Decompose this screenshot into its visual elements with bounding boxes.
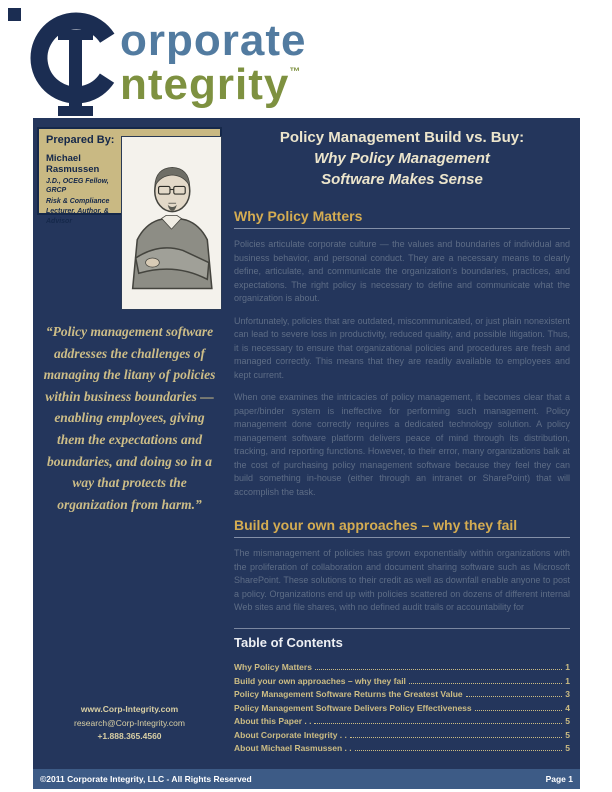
dotted-leader bbox=[475, 710, 563, 711]
toc-page-number: 1 bbox=[565, 662, 570, 672]
copyright-text: ©2011 Corporate Integrity, LLC - All Rights Reserved bbox=[40, 774, 252, 784]
email-link[interactable]: research@Corp-Integrity.com bbox=[74, 717, 185, 728]
title-line-2: Why Policy Management bbox=[314, 150, 490, 167]
toc-item-label: About Corporate Integrity . . bbox=[234, 729, 347, 740]
corner-mark bbox=[8, 8, 21, 21]
dotted-leader bbox=[314, 723, 562, 724]
main-content bbox=[226, 118, 574, 769]
body-paragraph: Policies articulate corporate culture — the values and boundaries of individual and business behavior, and personal conduct. They are a necessary means to clearly define, articulate, and communicate the organization’s boundaries, practices, and expectations. The right policy is necessary to define and communicate what the organization is about. bbox=[234, 239, 570, 303]
author-sketch-icon bbox=[122, 137, 221, 309]
pull-quote: “Policy management software addresses the challenges of managing the litany of policies within business boundaries — enabling employees, giving them the expectations and boundaries, and doing so in a way that protects the organization from harm.” bbox=[43, 324, 216, 512]
toc-item[interactable] bbox=[234, 713, 570, 727]
author-credential-2: Risk & Compliance bbox=[46, 197, 110, 205]
table-of-contents bbox=[234, 628, 570, 754]
toc-page-number: 5 bbox=[565, 716, 570, 726]
footer-bar bbox=[33, 769, 580, 789]
body-paragraph: When one examines the intricacies of policy management, it becomes clear that a paper/binder system is ineffective for performing such management. Policy management done correctly requires a dedicated technology solution. A policy management software platform delivers peace of mind through its distribution, tracking, and reporting functions. However, to their error, many organizations balk at the cost of purchasing policy management software because they feel they can build something in-house (either through an intranet or SharePoint) that will accomplish the task. bbox=[234, 392, 570, 497]
website-link[interactable]: www.Corp-Integrity.com bbox=[80, 704, 179, 715]
toc-item-label: About Michael Rasmussen . . bbox=[234, 743, 352, 753]
toc-item-label: Policy Management Software Returns the Greatest Value bbox=[234, 689, 463, 699]
page-number: Page 1 bbox=[545, 774, 573, 784]
corporate-integrity-logo bbox=[28, 10, 358, 116]
toc-page-number: 1 bbox=[565, 675, 570, 686]
toc-page-number: 5 bbox=[565, 743, 570, 753]
toc-item[interactable] bbox=[234, 659, 570, 673]
dotted-leader bbox=[315, 669, 562, 670]
sidebar bbox=[33, 118, 226, 769]
body-paragraph: Unfortunately, policies that are outdated, miscommunicated, or just plain nonexistent can lead to severe loss in productivity, reduced quality, and possible litigation. Thus, it is necessary to ensure that organizational policies and procedures are fresh and managed correctly. This means that they are readily available to employees and kept current. bbox=[234, 315, 570, 380]
author-name: Michael Rasmussen bbox=[46, 153, 100, 175]
toc-item[interactable] bbox=[234, 672, 570, 686]
document-title bbox=[234, 118, 570, 190]
toc-page-number: 3 bbox=[565, 689, 570, 699]
trademark-symbol: ™ bbox=[289, 66, 301, 78]
toc-item[interactable] bbox=[234, 686, 570, 700]
logo-word-integrity: ntegrity™ bbox=[120, 60, 301, 109]
title-line-3: Software Makes Sense bbox=[321, 171, 483, 188]
section-heading-why-policy-matters: Why Policy Matters bbox=[234, 208, 570, 229]
page-body bbox=[33, 118, 580, 789]
author-portrait bbox=[121, 136, 222, 310]
toc-page-number: 4 bbox=[565, 702, 570, 713]
toc-item-label: About this Paper . . bbox=[234, 716, 312, 726]
toc-heading: Table of Contents bbox=[234, 634, 343, 650]
toc-page-number: 5 bbox=[565, 729, 570, 740]
toc-item[interactable] bbox=[234, 740, 570, 754]
toc-item-label: Policy Management Software Delivers Policy Effectiveness bbox=[234, 702, 472, 713]
author-credential-1: J.D., OCEG Fellow, GRCP bbox=[46, 178, 109, 195]
prepared-by-label: Prepared By: bbox=[46, 134, 115, 146]
phone-number: +1.888.365.4560 bbox=[97, 730, 162, 741]
dotted-leader bbox=[409, 683, 562, 684]
toc-item[interactable] bbox=[234, 726, 570, 740]
toc-item[interactable] bbox=[234, 699, 570, 713]
title-line-1: Policy Management Build vs. Buy: bbox=[279, 129, 525, 146]
contact-block bbox=[33, 703, 226, 743]
section-heading-build-your-own: Build your own approaches – why they fail bbox=[234, 517, 570, 538]
toc-item-label: Build your own approaches – why they fail bbox=[234, 675, 406, 686]
dotted-leader bbox=[350, 737, 562, 738]
dotted-leader bbox=[355, 750, 563, 751]
dotted-leader bbox=[466, 696, 563, 697]
body-paragraph: The mismanagement of policies has grown exponentially within organizations with the proliferation of collaboration and document sharing software such as Microsoft SharePoint. These solutions to their credit as well as downfall enable anyone to post a policy. Organizations end up with policies scattered on dozens of different internal Web sites and file shares, with no defined audit trails or accountability for bbox=[234, 548, 570, 612]
logo-word-corporate: orporate bbox=[120, 16, 307, 65]
toc-item-label: Why Policy Matters bbox=[234, 662, 312, 672]
author-credential-3: Lecturer, Author, & Advisor bbox=[46, 208, 109, 225]
